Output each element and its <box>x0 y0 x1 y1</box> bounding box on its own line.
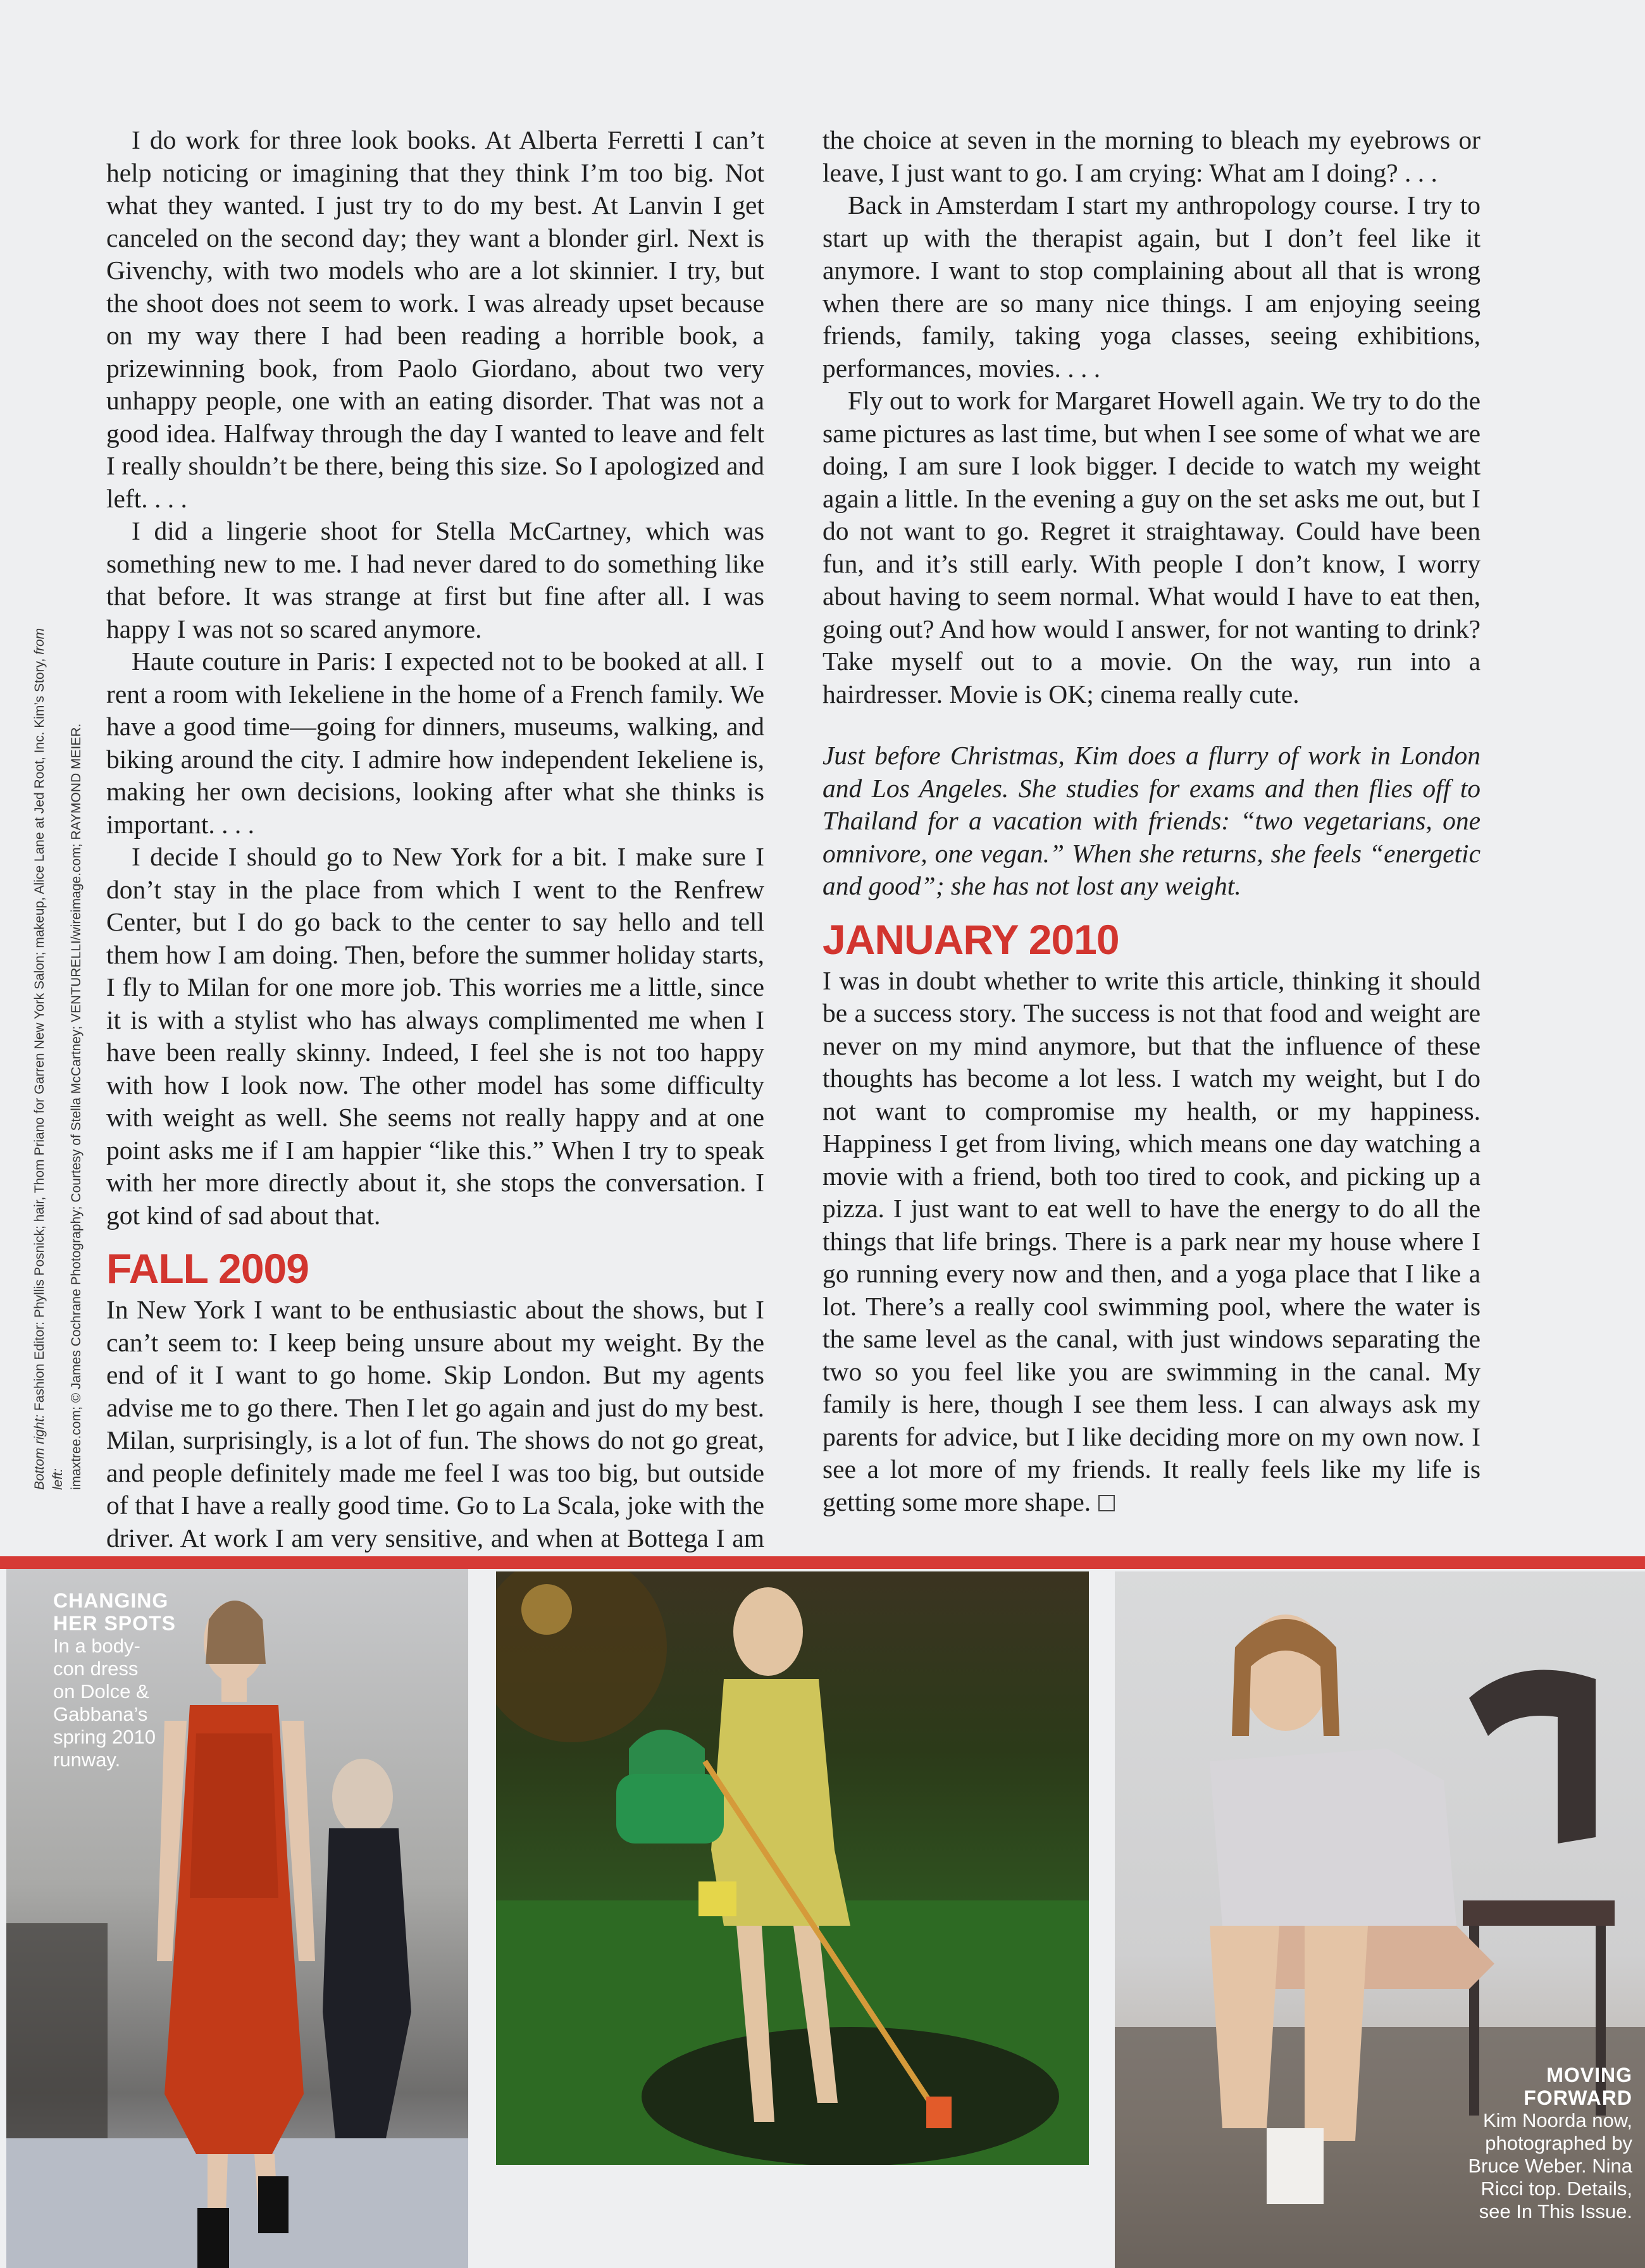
paragraph: Haute couture in Paris: I expected not to be booked at all. I rent a room with Iekeliene in the home of a French family. We have a good time—going for dinners, museums, walking, and biking around the city. I admire how independent Iekeliene is, making her own decisions, looking after what she thinks is important. . . . <box>106 647 764 839</box>
left-text-column <box>106 124 764 1587</box>
paragraph: Fly out to work for Margaret Howell again. We try to do the same pictures as last time, but when I see some of what we are doing, I am sure I look bigger. I decide to watch my weight again a little. In the evening a guy on the set asks me out, but I do not want to go. Regret it straightaway. Could have been fun, and it’s still early. With people I don’t know, I worry about having to seem normal. What would I have to eat then, going out? And how would I answer, for not wanting to drink? Take myself out to a movie. On the way, run into a hairdresser. Movie is OK; cinema really cute. <box>822 386 1480 709</box>
section-heading-fall-2009: FALL 2009 <box>106 1245 309 1292</box>
weber-caption: MOVING FORWARD Kim Noorda now, photographed by Bruce Weber. Nina Ricci top. Details, see In This Issue. <box>1468 2064 1632 2222</box>
credits-line-1: Bottom right: Fashion Editor: Phyllis Posnick; hair, Thom Priano for Garren New York Salon; makeup, Alice Lane at Jed Root, Inc. Kim’s Story, from left: <box>32 628 65 1490</box>
prada-illustration <box>496 1571 1089 2165</box>
runway-caption: CHANGING HER SPOTS In a body- con dress on Dolce & Gabbana’s spring 2010 runway. <box>53 1589 176 1771</box>
paragraph: I decide I should go to New York for a bit. I make sure I don’t stay in the place from which I went to the Renfrew Center, but I do go back to the center to say hello and tell them how I am doing. Then, before the summer holiday starts, I fly to Milan for one more job. This worries me a little, since it is with a stylist who has always complimented me when I have been really skinny. Indeed, I feel she is not too happy with how I look now. The other model has some difficulty with weight as well. She seems not really happy and at one point asks me if I am happier “like this.” When I try to speak with her more directly about it, she stops the conversation. I got kind of sad about that. <box>106 842 764 1230</box>
paragraph: I did a lingerie shoot for Stella McCartney, which was something new to me. I had never dared to do something like that before. It was strange at first but fine after all. I was happy I was not so scared anymore. <box>106 516 764 643</box>
photo-credits <box>30 604 85 1490</box>
editor-note: Just before Christmas, Kim does a flurry of work in London and Los Angeles. She studies for exams and then flies off to Thailand for a vacation with friends: “two vegetarians, one omnivore, one vegan.” When she returns, she feels “energetic and good”; she has not lost any weight. <box>822 741 1480 900</box>
prada-photo <box>496 1571 1089 2165</box>
paragraph: Back in Amsterdam I start my anthropology course. I try to start up with the therapist again, but I don’t feel like it anymore. I want to stop complaining about all that is wrong when there are so many nice things. I am enjoying seeing friends, family, taking yoga classes, seeing exhibitions, performances, movies. . . . <box>822 190 1480 383</box>
paragraph: In New York I want to be enthusiastic about the shows, but I can’t seem to: I keep being unsure about my weight. By the end of it I want to go home. Skip London. But my agents advise me to go there. Then I let go again and just do my best. Milan, surprisingly, is a lot of fun. The shows do not go great, and people definitely made me feel I was too big, but outside of that I have a really good time. Go to La Scala, joke with the driver. At work I am very sensitive, and when at Bottega I am <box>106 1295 764 1552</box>
final-paragraph <box>822 965 1480 1519</box>
right-text-column <box>822 124 1480 1518</box>
paragraph: I do work for three look books. At Alberta Ferretti I can’t help noticing or imagining that they think I’m too big. Not what they wanted. I just try to do my best. At Lanvin I get canceled on the second day; they want a blonder girl. Next is Givenchy, with two models who are a lot skinnier. I try, but the shoot does not seem to work. I was already upset because on my way there I had been reading a horrible book, a prizewinning book, from Paolo Giordano, about two very unhappy people, one with an eating disorder. That was not a good idea. Halfway through the day I wanted to leave and felt I really shouldn’t be there, being this size. So I apologized and left. . . . <box>106 125 764 513</box>
red-divider-rule <box>0 1556 1645 1569</box>
credits-line-2: imaxtree.com; © James Cochrane Photography; Courtesy of Stella McCartney; VENTURELLI/wireimage.com; RAYMOND MEIER. <box>69 723 84 1490</box>
paragraph-continuation: the choice at seven in the morning to bleach my eyebrows or leave, I just want to go. I am crying: What am I doing? . . . <box>822 125 1480 187</box>
final-paragraph-text: I was in doubt whether to write this article, thinking it should be a success story. The success is not that food and weight are never on my mind anymore, but that the influence of these thoughts has become a lot less. I watch my weight, but I do not want to compromise my health, or my happiness. Happiness I get from living, which means one day watching a movie with a friend, both too tired to cook, and picking up a pizza. I just want to eat well to have the energy to do all the things that life brings. There is a park near my house where I go running every now and then, and a yoga place that I like a lot. There’s a really cool swimming pool, where the water is the same level as the canal, with just windows separating the two so you feel like you are swimming in the canal. My family is here, though I see them less. I can always ask my parents for advice, but I like deciding more on my own now. I see a lot more of my friends. It really feels like my life is getting some more shape. <box>822 965 1480 1516</box>
end-of-article-square-icon <box>1098 1495 1115 1511</box>
section-heading-january-2010: JANUARY 2010 <box>822 915 1119 963</box>
